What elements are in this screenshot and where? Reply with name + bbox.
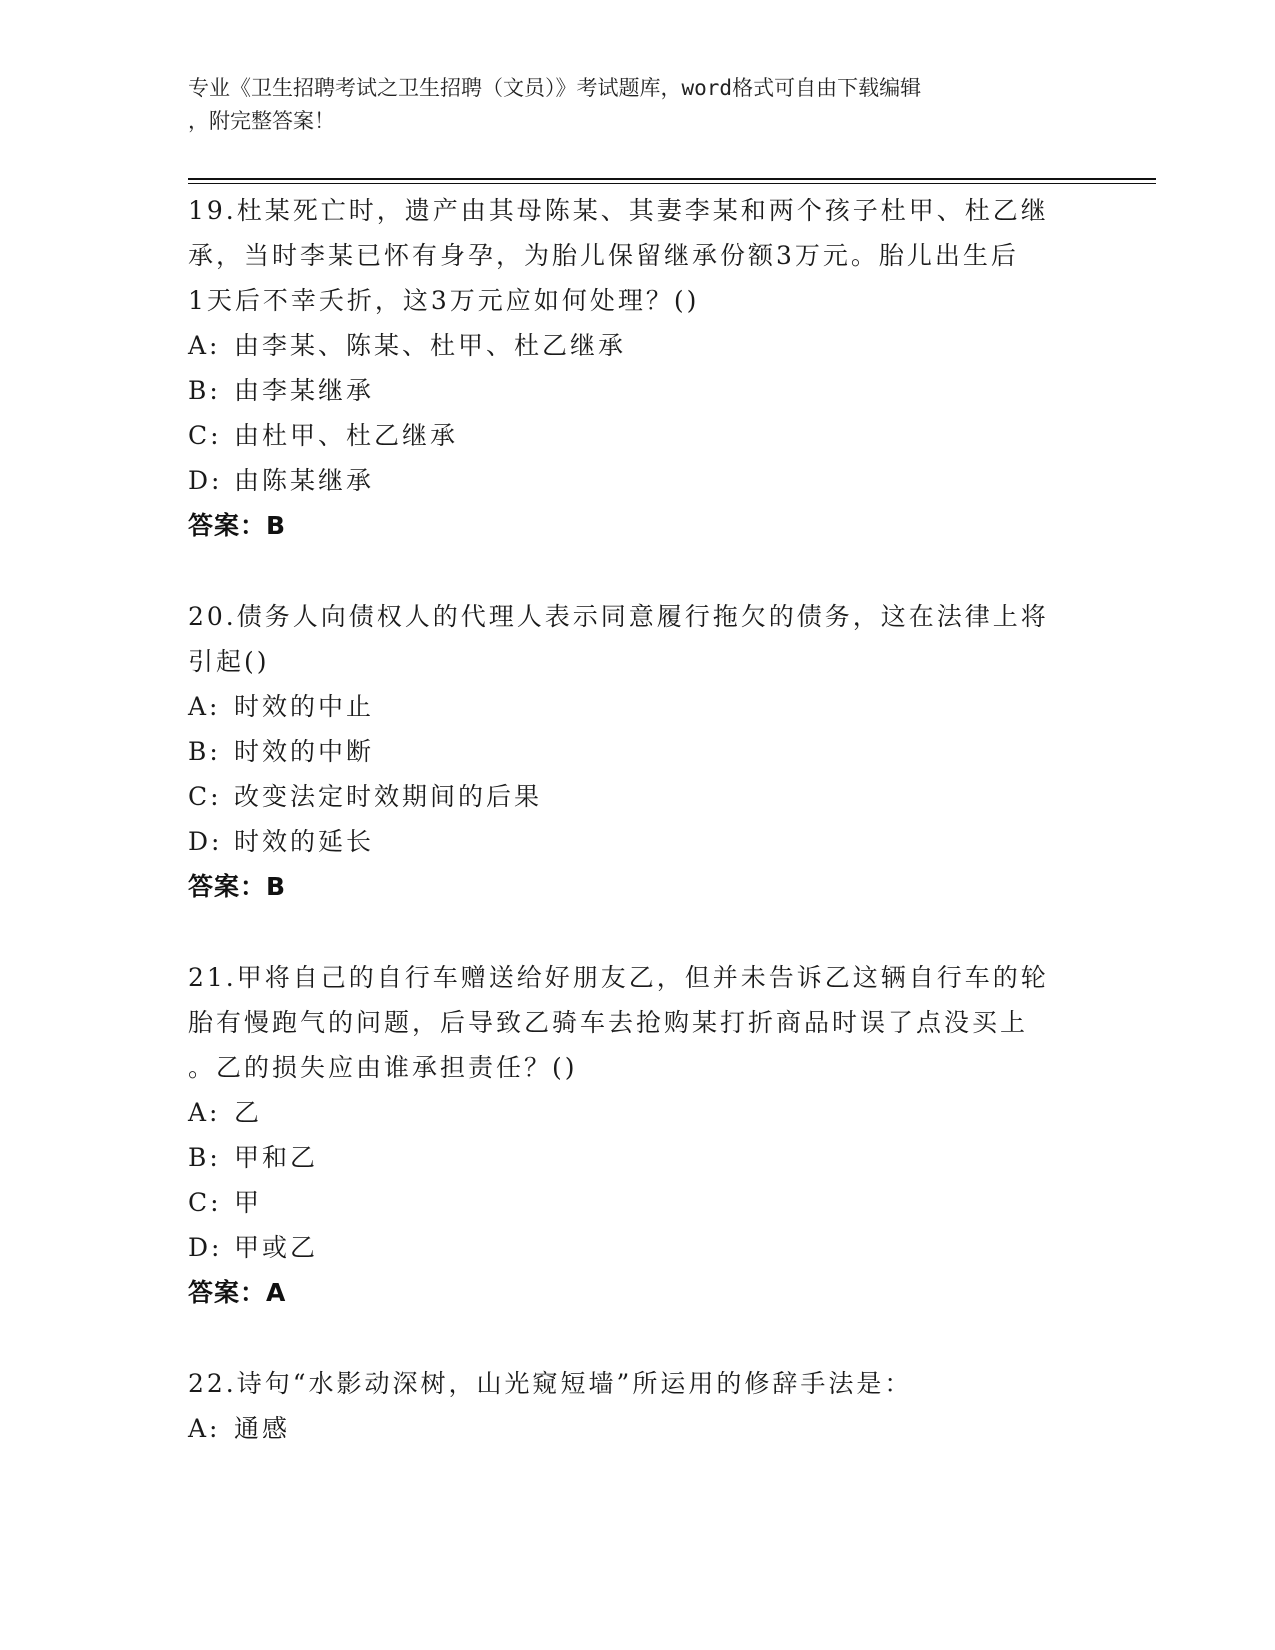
option-text: 时效的中止 [234,692,375,721]
option-text: 乙 [234,1098,263,1127]
question-stem-line: 引起() [188,647,270,676]
option-key: D: [188,827,223,856]
question-stem-line: 22.诗句“水影动深树，山光窥短墙”所运用的修辞手法是： [188,1369,913,1398]
option-d [188,458,1088,503]
answer-line: 答案：A [188,1278,287,1307]
question-22 [188,1361,1088,1451]
option-text: 由李某、陈某、杜甲、杜乙继承 [234,331,627,360]
option-key: D: [188,1233,223,1262]
question-stem-line: 胎有慢跑气的问题，后导致乙骑车去抢购某打折商品时误了点没买上 [188,1008,1029,1037]
question-20 [188,594,1088,909]
document-header [188,72,1068,138]
option-key: A: [188,692,221,721]
option-key: B: [188,1143,221,1172]
header-divider-thin [188,183,1156,184]
option-text: 由李某继承 [234,376,375,405]
option-b [188,368,1088,413]
option-text: 甲和乙 [234,1143,319,1172]
option-text: 由杜甲、杜乙继承 [234,421,459,450]
option-text: 通感 [234,1414,291,1443]
question-stem-line: 20.债务人向债权人的代理人表示同意履行拖欠的债务，这在法律上将 [188,602,1049,631]
option-b [188,1135,1088,1180]
answer-line: 答案：B [188,511,287,540]
question-stem-line: 19.杜某死亡时，遗产由其母陈某、其妻李某和两个孩子杜甲、杜乙继 [188,196,1049,225]
header-line: ，附完整答案！ [188,109,335,133]
question-stem-line: 。乙的损失应由谁承担责任？() [188,1053,578,1082]
option-text: 时效的延长 [234,827,375,856]
option-text: 甲或乙 [234,1233,319,1262]
option-key: A: [188,331,221,360]
option-key: C: [188,421,222,450]
option-key: A: [188,1098,221,1127]
option-a [188,1090,1088,1135]
option-c [188,413,1088,458]
header-divider [188,178,1156,180]
option-key: B: [188,737,221,766]
option-c [188,1180,1088,1225]
option-text: 甲 [234,1188,263,1217]
option-d [188,819,1088,864]
option-text: 时效的中断 [234,737,375,766]
option-text: 改变法定时效期间的后果 [234,782,543,811]
option-key: C: [188,782,222,811]
option-a [188,684,1088,729]
answer-line: 答案：B [188,872,287,901]
option-key: A: [188,1414,221,1443]
option-key: C: [188,1188,222,1217]
option-text: 由陈某继承 [234,466,375,495]
question-stem-line: 承，当时李某已怀有身孕，为胎儿保留继承份额3万元。胎儿出生后 [188,241,1019,270]
option-b [188,729,1088,774]
question-stem-line: 1天后不幸夭折，这3万元应如何处理？() [188,286,700,315]
header-line: 专业《卫生招聘考试之卫生招聘（文员）》考试题库，word格式可自由下载编辑 [188,76,922,100]
question-list [188,188,1088,1497]
question-stem-line: 21.甲将自己的自行车赠送给好朋友乙，但并未告诉乙这辆自行车的轮 [188,963,1049,992]
option-a [188,323,1088,368]
question-21 [188,955,1088,1315]
option-a [188,1406,1088,1451]
option-key: B: [188,376,221,405]
question-19 [188,188,1088,548]
option-key: D: [188,466,223,495]
option-c [188,774,1088,819]
option-d [188,1225,1088,1270]
